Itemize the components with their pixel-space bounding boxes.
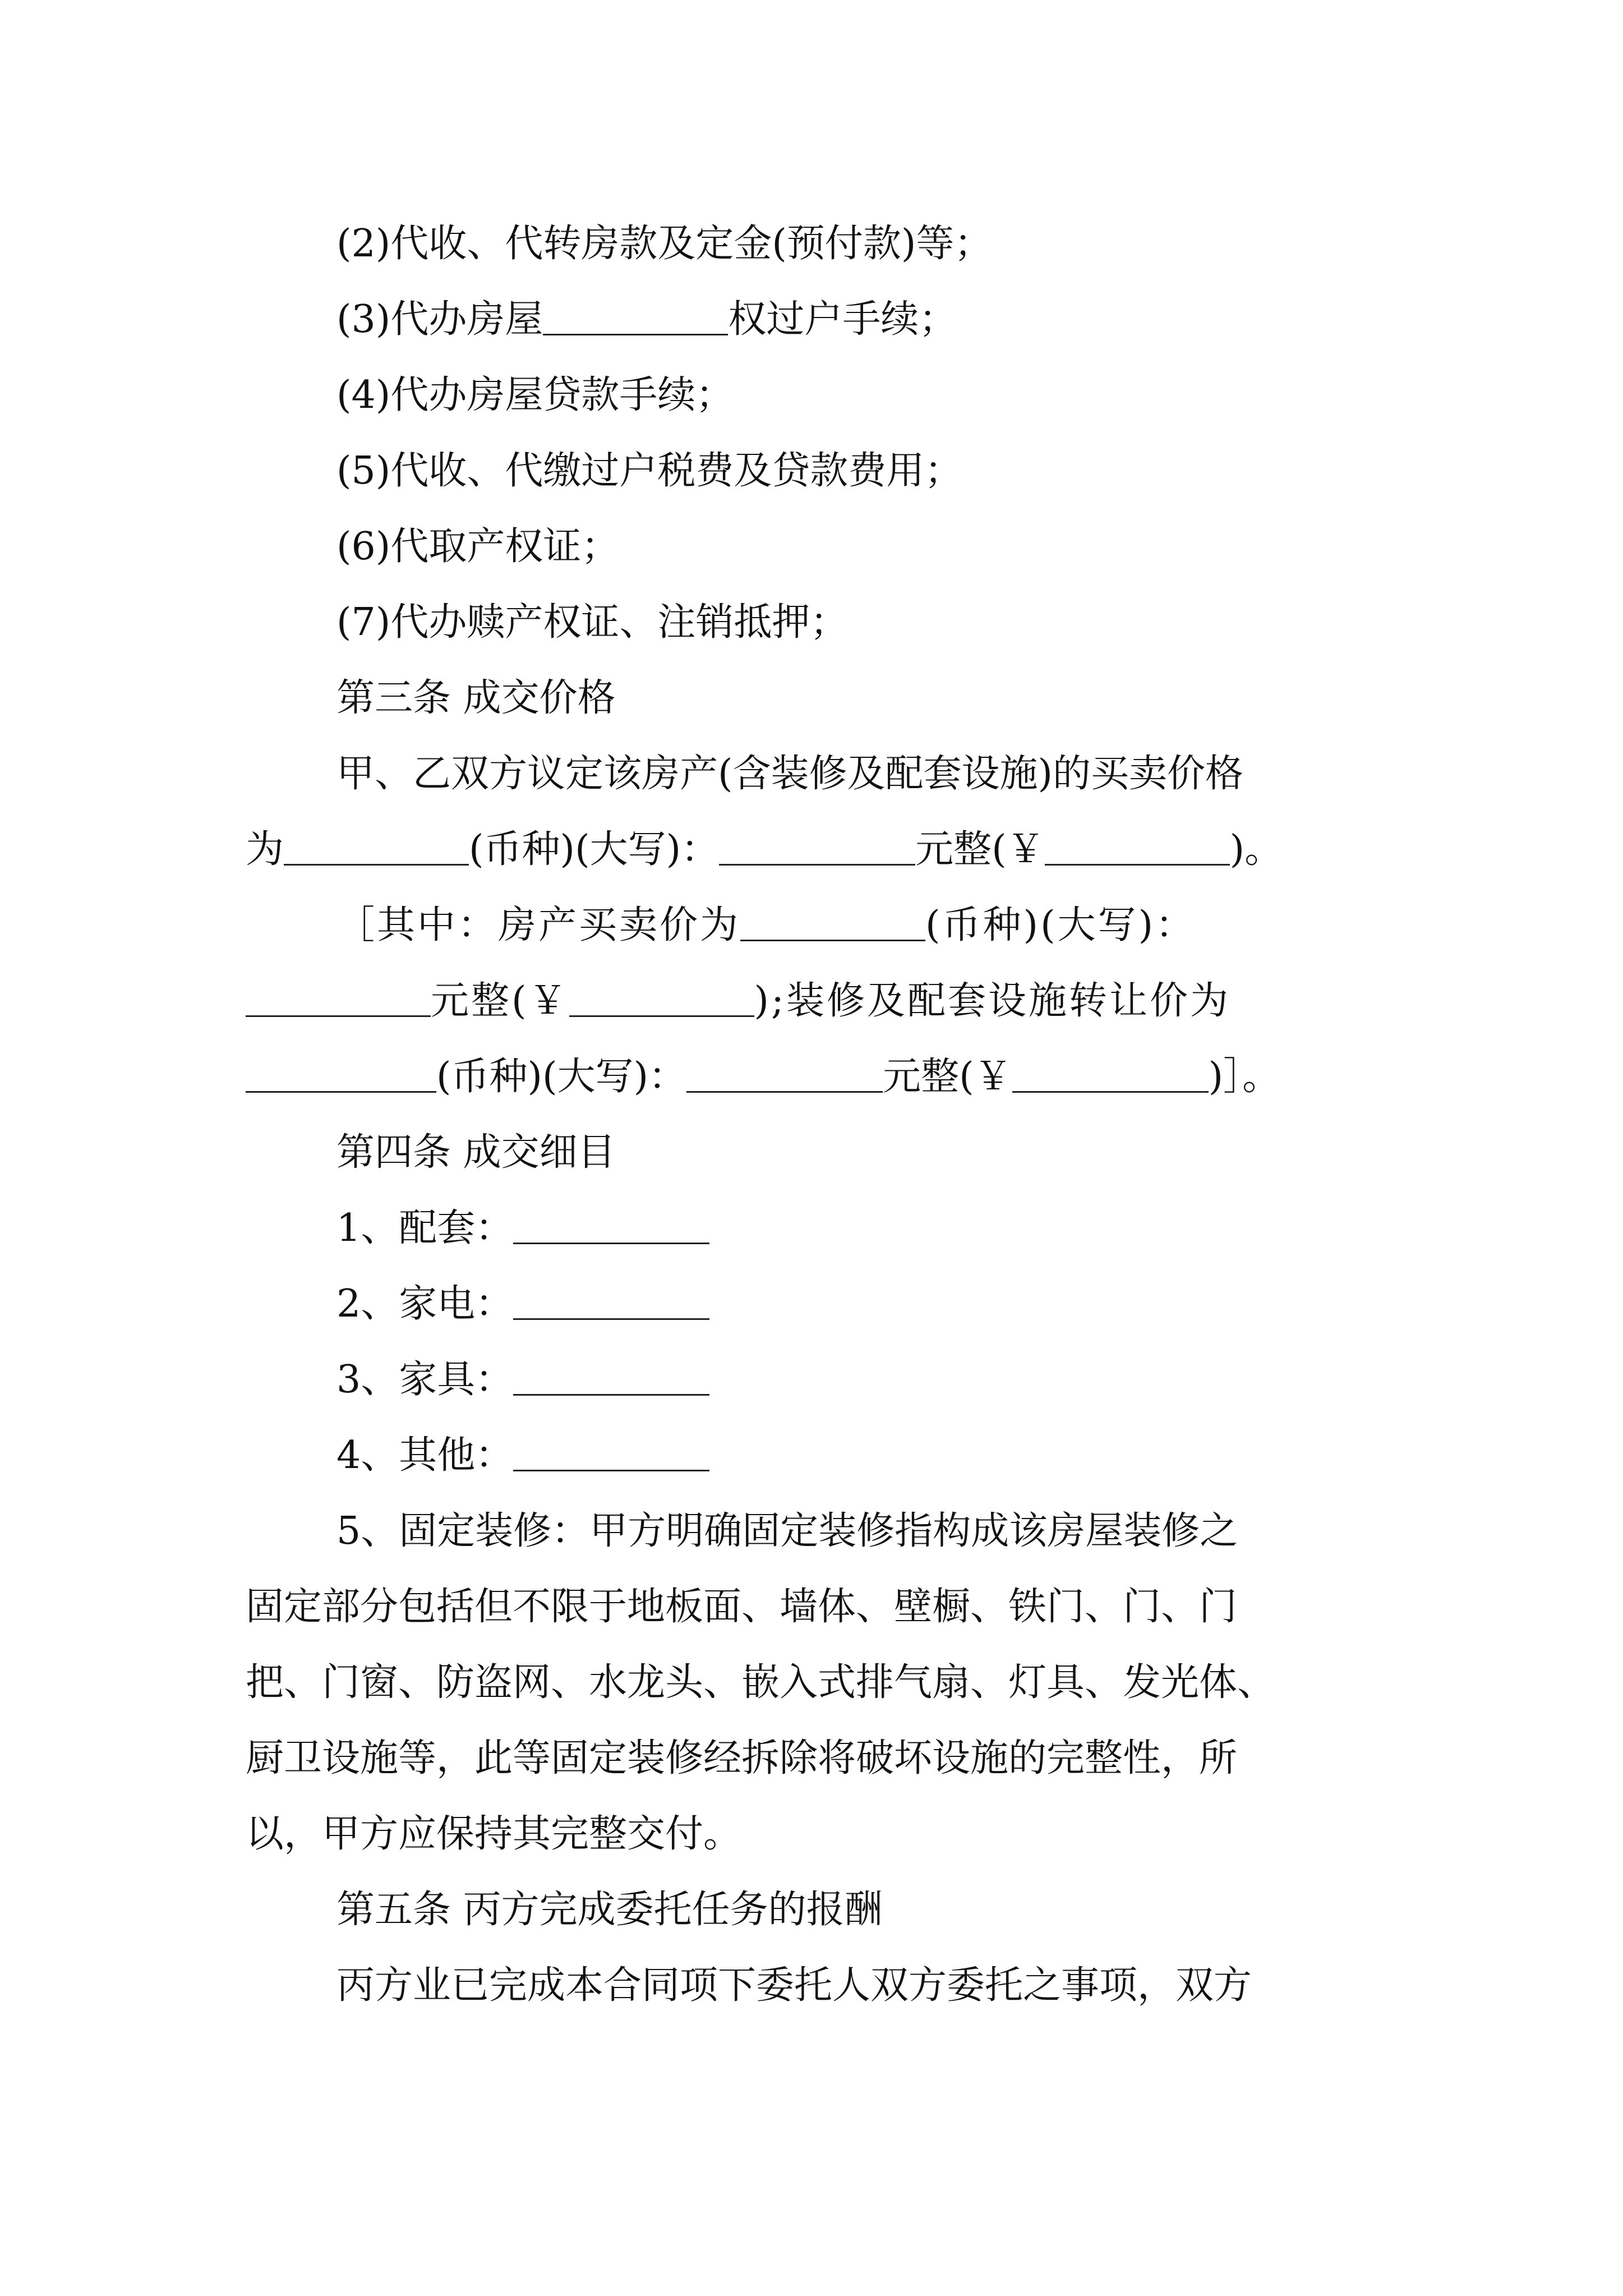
breakdown-line-1	[336, 903, 1196, 948]
currency-label: (币种)(大写)：	[469, 827, 720, 872]
amount-number-blank	[1045, 831, 1230, 866]
item-7: (7)代办赎产权证、注销抵押；	[336, 600, 849, 645]
fixed-decoration-line-2: 固定部分包括但不限于地板面、墙体、壁橱、铁门、门、门	[246, 1585, 1238, 1629]
item-2: (2)代收、代转房款及定金(预付款)等；	[336, 222, 993, 266]
item-3-text-b: 权过户手续；	[728, 297, 957, 342]
house-currency-blank	[740, 907, 925, 941]
fixtures-currency-label: (币种)(大写)：	[436, 1055, 687, 1099]
house-price-label: ［其中：房产买卖价为	[336, 903, 741, 947]
breakdown-line-3	[246, 1055, 1280, 1099]
detail-label-furniture: 3、家具：	[336, 1358, 514, 1402]
detail-blank-supporting	[513, 1210, 709, 1244]
amount-words-blank	[719, 831, 915, 866]
article-4-heading: 第四条 成交细目	[336, 1130, 616, 1175]
currency-blank	[284, 831, 469, 866]
item-4: (4)代办房屋贷款手续；	[336, 373, 734, 417]
detail-label-other: 4、其他：	[336, 1433, 514, 1478]
fixed-decoration-line-1: 5、固定装修：甲方明确固定装修指构成该房屋装修之	[336, 1509, 1238, 1553]
price-suffix: )。	[1229, 827, 1283, 872]
detail-blank-appliances	[513, 1286, 709, 1320]
article-5-paragraph-line-1: 丙方业已完成本合同项下委托人双方委托之事项，双方	[336, 1963, 1252, 2008]
fixtures-currency-blank	[246, 1059, 436, 1093]
detail-row-appliances	[336, 1282, 709, 1327]
breakdown-line-2	[246, 979, 1230, 1024]
yuan-label: 元整(￥	[915, 827, 1045, 872]
fixed-decoration-line-5: 以，甲方应保持其完整交付。	[246, 1812, 742, 1856]
fixtures-yuan-label: 元整(￥	[883, 1055, 1012, 1099]
fixtures-price-label: );装修及配套设施转让价为	[754, 979, 1230, 1023]
house-amount-words-blank	[246, 983, 431, 1017]
article-3-paragraph-line-1: 甲、乙双方议定该房产(含装修及配套设施)的买卖价格	[336, 752, 1244, 796]
fixtures-amount-words-blank	[686, 1059, 883, 1093]
detail-row-furniture	[336, 1358, 709, 1402]
breakdown-suffix: )］。	[1208, 1055, 1281, 1099]
fixed-decoration-line-3: 把、门窗、防盗网、水龙头、嵌入式排气扇、灯具、发光体、	[246, 1660, 1276, 1705]
fixed-decoration-line-4: 厨卫设施等，此等固定装修经拆除将破坏设施的完整性，所	[246, 1736, 1238, 1780]
item-5: (5)代收、代缴过户税费及贷款费用；	[336, 449, 963, 493]
item-3-text-a: (3)代办房屋	[336, 297, 543, 342]
fixtures-amount-number-blank	[1012, 1059, 1209, 1093]
detail-blank-furniture	[513, 1361, 709, 1396]
detail-label-supporting: 1、配套：	[336, 1206, 514, 1250]
detail-label-appliances: 2、家电：	[336, 1282, 514, 1326]
price-prefix: 为	[246, 827, 284, 872]
item-3-blank	[543, 301, 728, 335]
detail-row-other	[336, 1433, 709, 1478]
house-yuan-label: 元整(￥	[431, 979, 569, 1023]
detail-row-supporting	[336, 1206, 709, 1251]
article-3-paragraph-line-2	[246, 827, 1283, 872]
article-3-heading: 第三条 成交价格	[336, 676, 616, 720]
house-currency-label: (币种)(大写)：	[925, 903, 1196, 947]
house-amount-number-blank	[569, 983, 754, 1017]
item-6: (6)代取产权证；	[336, 524, 620, 569]
item-3	[336, 297, 957, 342]
article-5-heading: 第五条 丙方完成委托任务的报酬	[336, 1888, 883, 1932]
detail-blank-other	[513, 1437, 709, 1471]
